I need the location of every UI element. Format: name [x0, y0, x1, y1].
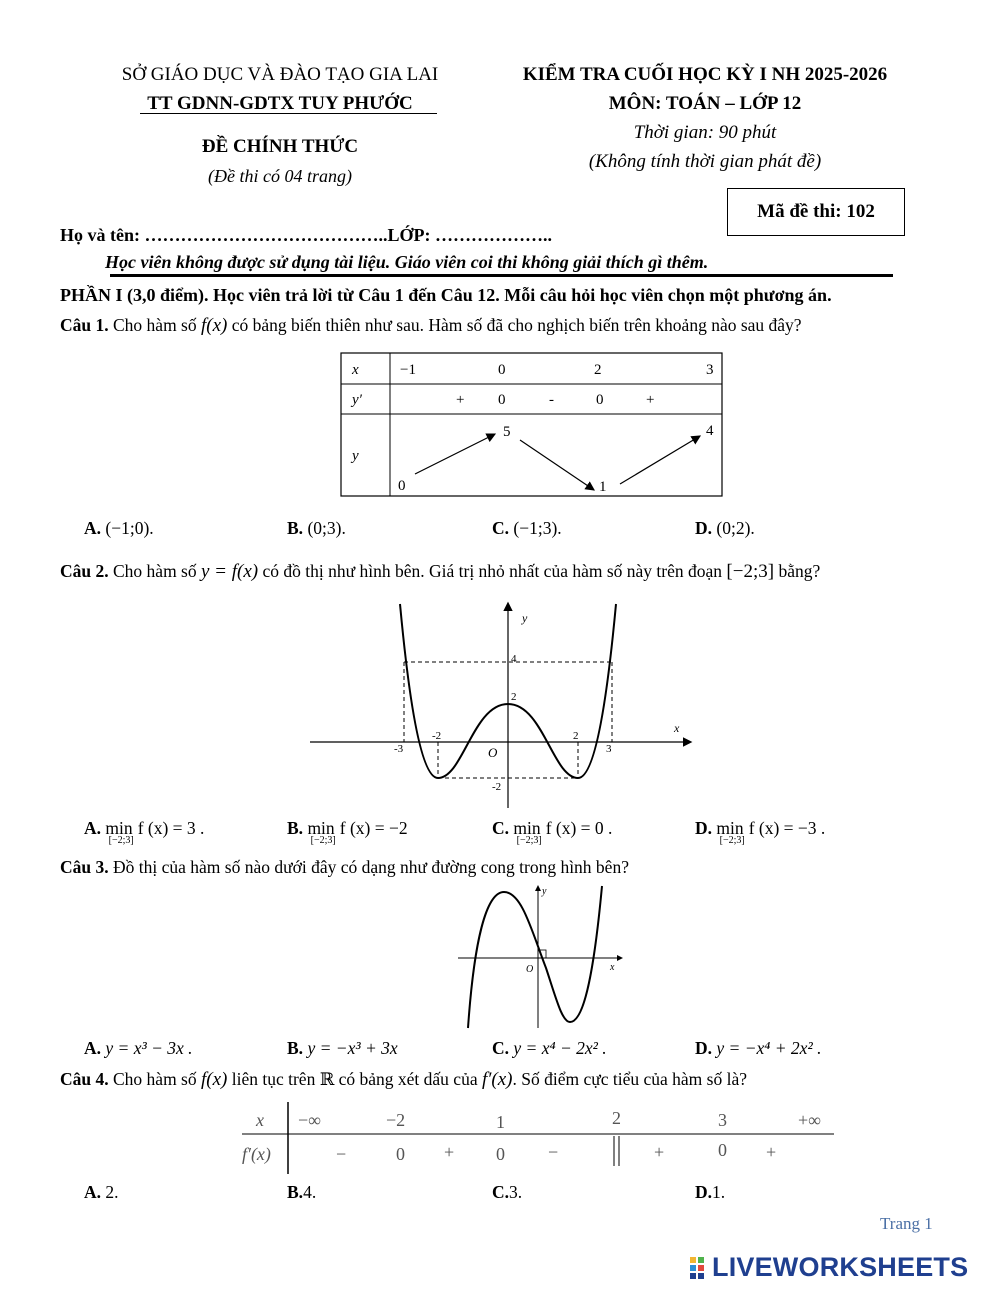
q1-label: Câu 1.	[60, 315, 109, 335]
q1-option-c[interactable]: C. (−1;3).	[492, 518, 562, 538]
page-number: Trang 1	[880, 1214, 933, 1233]
q2-tick: 4	[511, 653, 517, 665]
q2-option-d[interactable]: D. min[−2;3]f (x) = −3 .	[695, 818, 826, 846]
q2-text-b: có đồ thị như hình bên. Giá trị nhỏ nhất của hàm số này trên đoạn	[262, 561, 723, 581]
pages-note: (Đề thi có 04 trang)	[208, 166, 352, 186]
exam-title: KIỂM TRA CUỐI HỌC KỲ I NH 2025-2026	[522, 64, 888, 85]
q2-tick: -2	[432, 730, 442, 742]
part1-title: PHẦN I (3,0 điểm). Học viên trả lời từ Câu 1 đến Câu 12. Mỗi câu hỏi học viên chọn một phương án.	[60, 285, 832, 305]
exam-header	[495, 60, 915, 176]
q4-label: Câu 4.	[60, 1069, 109, 1089]
q3-x-axis-label: x	[610, 962, 615, 973]
q2-interval: [−2;3]	[726, 561, 775, 582]
exam-code-box: Mã đề thi: 102	[727, 188, 905, 236]
q4-sign: −	[336, 1144, 347, 1164]
q4-text-a: Cho hàm số	[113, 1069, 197, 1089]
q4-sign: 0	[496, 1144, 505, 1164]
q3-option-a[interactable]: A. y = x³ − 3x .	[84, 1038, 193, 1058]
q1-y-val: 4	[706, 423, 714, 439]
q4-sign-table	[240, 1100, 836, 1176]
q2-tick: -2	[492, 781, 502, 793]
q3-option-c[interactable]: C. y = x⁴ − 2x² .	[492, 1038, 607, 1058]
liveworksheets-logo-icon	[690, 1257, 710, 1279]
student-info-line[interactable]: Họ và tên: …………………………………..LỚP: ………………..	[60, 225, 552, 245]
exam-time: Thời gian: 90 phút	[633, 122, 777, 143]
school-header	[60, 60, 500, 118]
q1-y-val: 1	[599, 479, 607, 495]
q4-fpx: f′(x)	[481, 1069, 513, 1090]
q1-x-val: 3	[706, 362, 714, 378]
q1-variation-table	[340, 352, 724, 498]
q1-option-a[interactable]: A. (−1;0).	[84, 518, 154, 538]
q4-sign: +	[766, 1142, 777, 1162]
q1-x-val: −1	[400, 362, 416, 378]
q4-row-x: x	[256, 1110, 264, 1130]
q1-sign: 0	[596, 392, 604, 408]
q2-tick: 2	[573, 730, 579, 742]
increase-arrow	[415, 434, 495, 474]
q1-sign: +	[456, 392, 465, 408]
brand-text: LIVEWORKSHEETS	[712, 1252, 969, 1282]
q1-x-val: 2	[594, 362, 602, 378]
q4-row-fprime: f′(x)	[242, 1144, 271, 1164]
q1-row-y: y	[352, 448, 359, 464]
official-label: ĐỀ CHÍNH THỨC	[201, 136, 359, 157]
q1-sign: 0	[498, 392, 506, 408]
q4-x-val: −2	[386, 1110, 406, 1130]
q3-stem	[60, 856, 629, 878]
divider	[110, 274, 893, 277]
q2-tick: 2	[511, 691, 517, 703]
q3-graph	[456, 882, 628, 1030]
q1-fx: f(x)	[201, 315, 228, 336]
q1-y-val: 0	[398, 478, 406, 494]
q1-text-a: Cho hàm số	[113, 315, 197, 335]
q4-sign: 0	[718, 1140, 727, 1160]
q4-stem	[60, 1068, 747, 1091]
q1-row-yprime: y′	[352, 392, 362, 408]
q1-sign: -	[549, 392, 554, 408]
q4-fx: f(x)	[201, 1069, 228, 1090]
q4-x-val: +∞	[798, 1110, 821, 1130]
q4-sign: 0	[396, 1144, 405, 1164]
q1-y-val: 5	[503, 424, 511, 440]
q1-row-x: x	[352, 362, 359, 378]
q4-sign: +	[444, 1142, 455, 1162]
q1-text-b: có bảng biến thiên như sau. Hàm số đã cho nghịch biến trên khoảng nào sau đây?	[231, 315, 802, 335]
q2-origin: O	[488, 745, 498, 760]
q4-option-a[interactable]: A. 2.	[84, 1182, 119, 1202]
q4-sign: +	[654, 1142, 665, 1162]
department-name: SỞ GIÁO DỤC VÀ ĐÀO TẠO GIA LAI	[121, 64, 439, 85]
brand-logo	[690, 1252, 968, 1283]
q4-x-val: 1	[496, 1112, 505, 1132]
q2-option-a[interactable]: A. min[−2;3]f (x) = 3 .	[84, 818, 205, 846]
q4-x-val: 3	[718, 1110, 727, 1130]
q3-text: Đồ thị của hàm số nào dưới đây có dạng như đường cong trong hình bên?	[113, 857, 629, 877]
q3-origin: O	[526, 964, 534, 975]
q2-x-axis-label: x	[674, 721, 680, 735]
q1-x-val: 0	[498, 362, 506, 378]
q4-text-c: có bảng xét dấu của	[338, 1069, 478, 1089]
q3-label: Câu 3.	[60, 857, 109, 877]
decrease-arrow	[520, 440, 594, 490]
q3-y-axis-label: y	[542, 886, 547, 897]
q4-text-b: liên tục trên	[231, 1069, 316, 1089]
q2-option-c[interactable]: C. min[−2;3]f (x) = 0 .	[492, 818, 613, 846]
q1-option-d[interactable]: D. (0;2).	[695, 518, 755, 538]
q4-option-d[interactable]: D.1.	[695, 1182, 726, 1202]
subject: MÔN: TOÁN – LỚP 12	[608, 93, 802, 114]
q4-option-c[interactable]: C.3.	[492, 1182, 523, 1202]
q4-x-val: 2	[612, 1108, 621, 1128]
q2-stem	[60, 560, 820, 583]
q3-option-d[interactable]: D. y = −x⁴ + 2x² .	[695, 1038, 822, 1058]
q2-label: Câu 2.	[60, 561, 109, 581]
q4-real-set: ℝ	[319, 1069, 335, 1089]
increase-arrow	[620, 436, 700, 484]
exam-time-note: (Không tính thời gian phát đề)	[588, 151, 822, 172]
q2-tick: 3	[606, 743, 612, 755]
q2-text-c: bằng?	[778, 561, 821, 581]
school-underline	[140, 113, 437, 114]
instruction: Học viên không được sử dụng tài liệu. Giáo viên coi thi không giải thích gì thêm.	[105, 252, 709, 272]
q1-option-b[interactable]: B. (0;3).	[287, 518, 346, 538]
q4-x-val: −∞	[298, 1110, 321, 1130]
q4-text-d: . Số điểm cực tiểu của hàm số là?	[512, 1069, 747, 1089]
q2-graph	[308, 600, 698, 810]
q2-y-axis-label: y	[522, 611, 528, 625]
q2-yfx: y = f(x)	[201, 561, 259, 582]
q1-sign: +	[646, 392, 655, 408]
q4-sign: −	[548, 1142, 559, 1162]
q2-tick: -3	[394, 743, 404, 755]
q2-text-a: Cho hàm số	[113, 561, 197, 581]
school-name: TT GDNN-GDTX TUY PHƯỚC	[147, 93, 413, 114]
q1-stem	[60, 314, 802, 337]
q3-option-b[interactable]: B. y = −x³ + 3x	[287, 1038, 398, 1058]
q4-option-b[interactable]: B.4.	[287, 1182, 317, 1202]
q2-option-b[interactable]: B. min[−2;3]f (x) = −2	[287, 818, 408, 846]
